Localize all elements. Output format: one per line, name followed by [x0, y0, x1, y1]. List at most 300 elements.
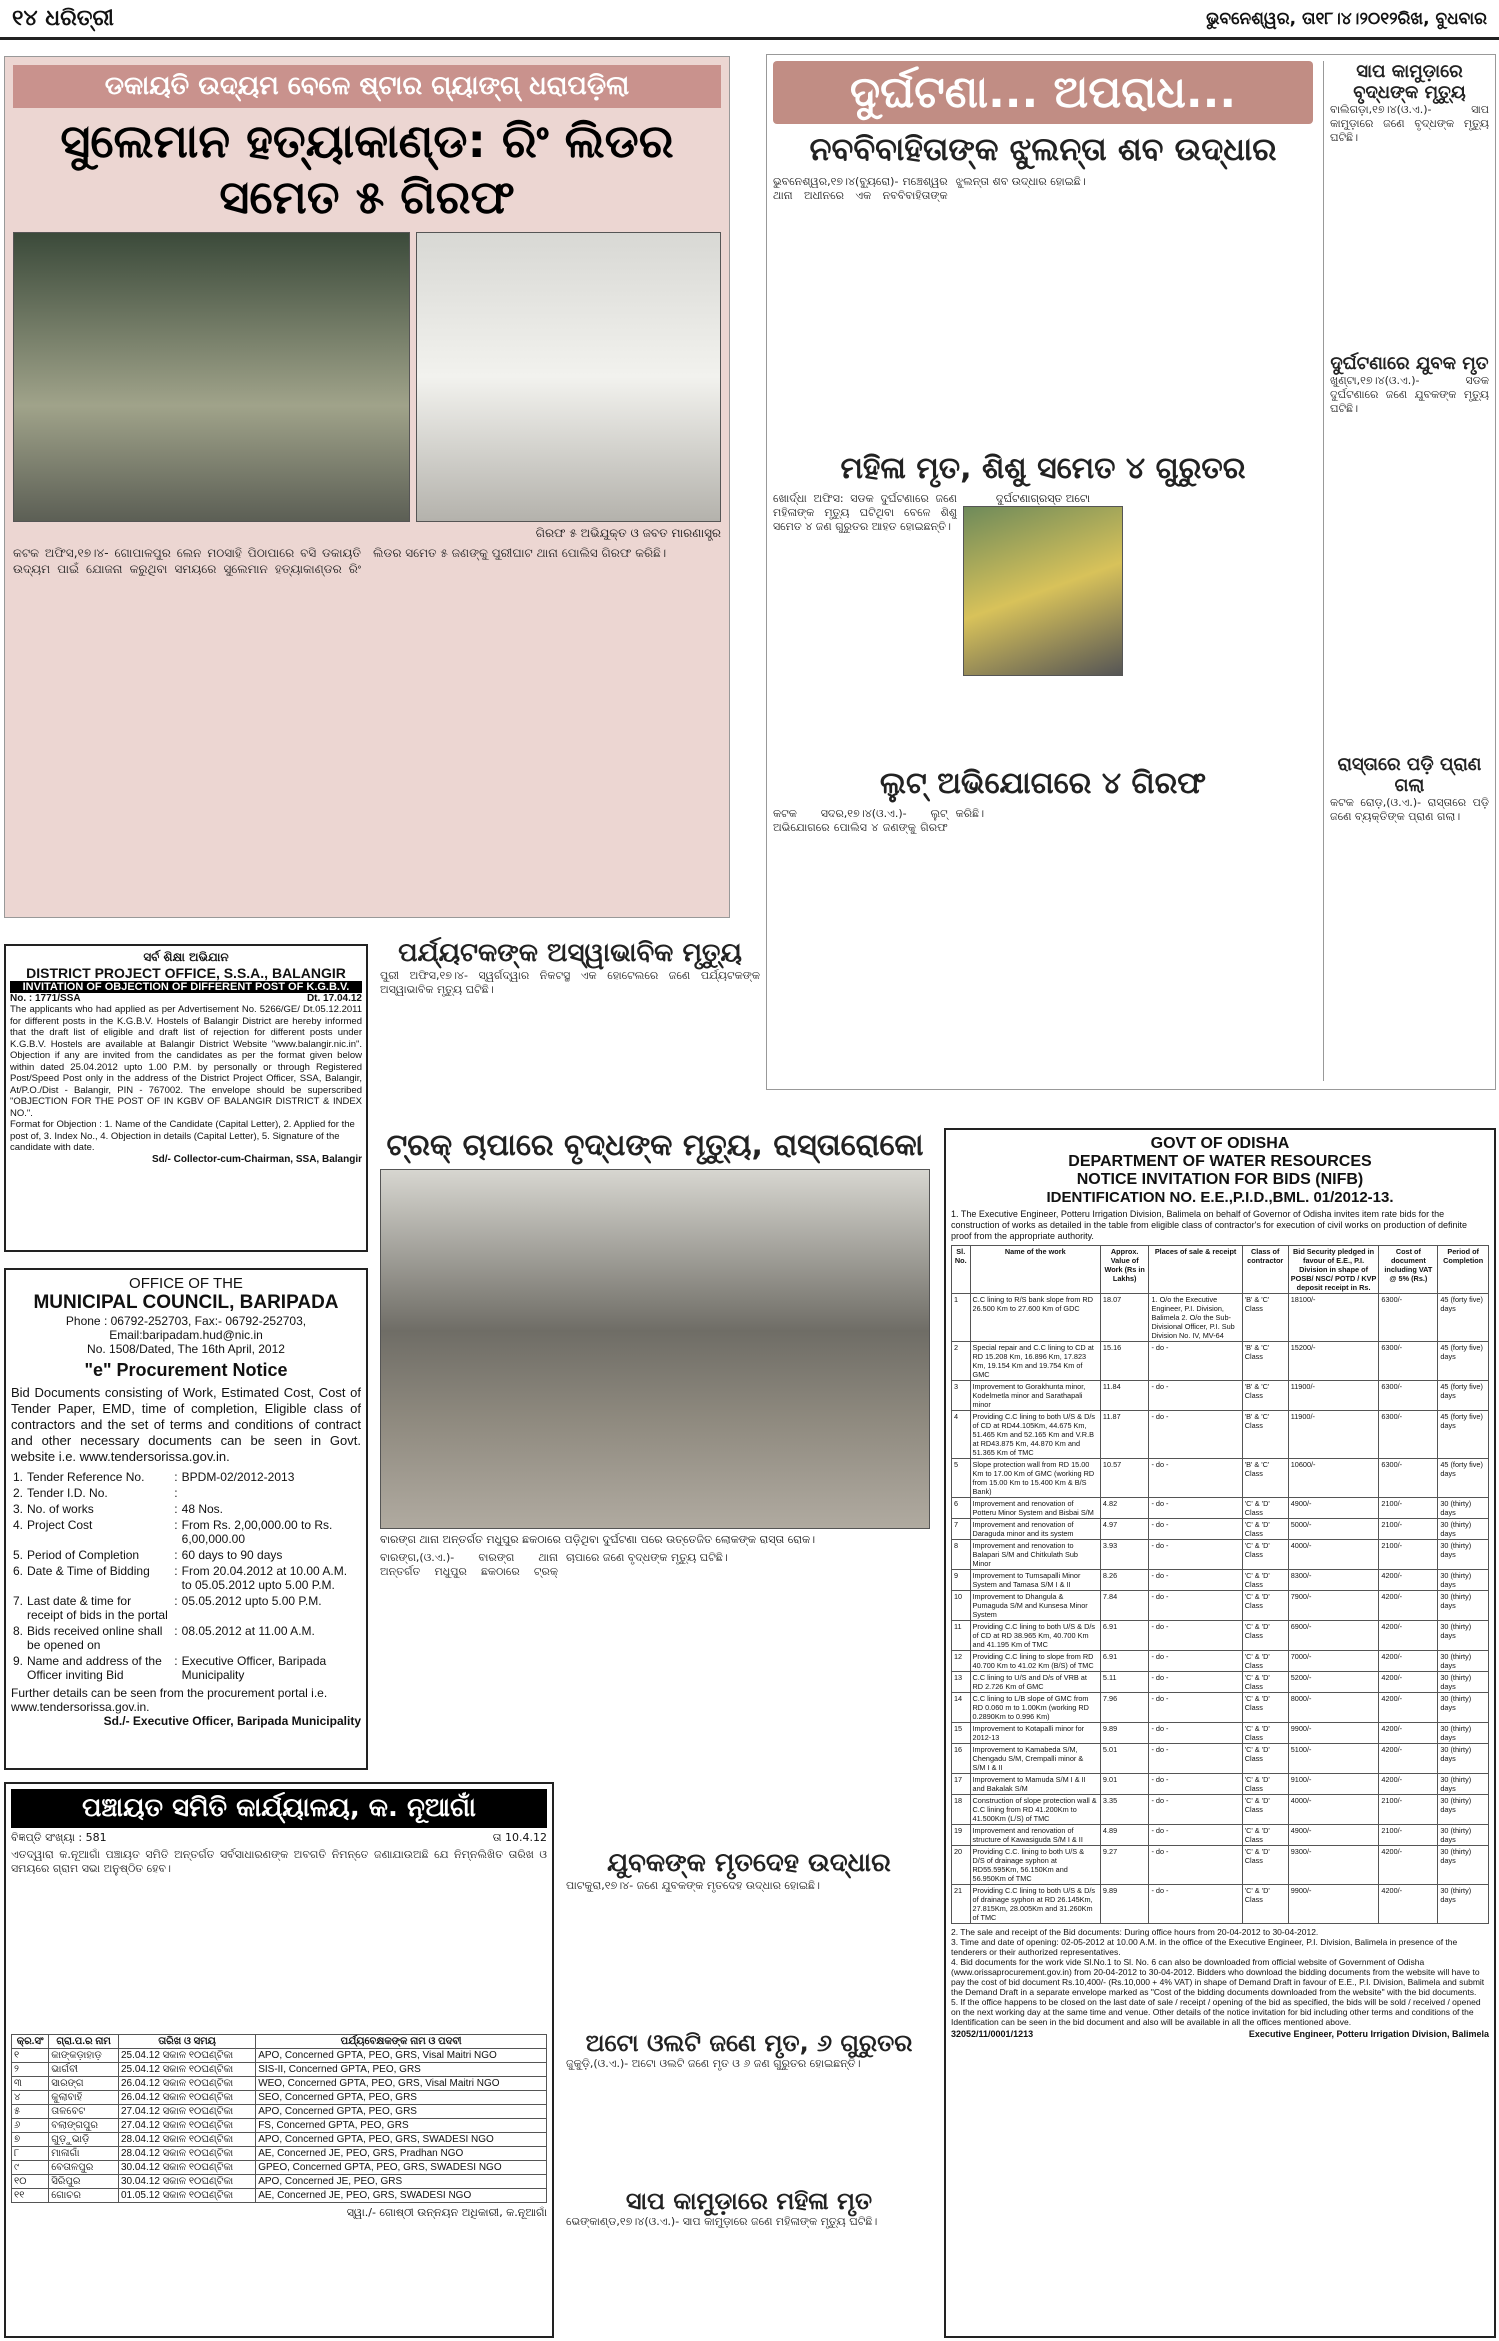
notice-title: MUNICIPAL COUNCIL, BARIPADA	[33, 1292, 339, 1313]
masthead	[0, 0, 1499, 40]
table-cell: 30 (thirty) days	[1438, 1621, 1489, 1651]
table-cell: 'C' & 'D' Class	[1242, 1498, 1288, 1519]
table-cell: ତାଳବେଟ	[49, 2105, 119, 2119]
table-cell: ଗୁଡ଼ୁଭାଡ଼ି	[49, 2133, 119, 2147]
table-cell: 'C' & 'D' Class	[1242, 1621, 1288, 1651]
table-cell: - do -	[1149, 1846, 1242, 1885]
objection-format: Format for Objection : 1. Name of the Candidate (Capital Letter), 2. Applied for the post of, 3. Index No., 4. Objection in details (Capital Letter), 5. Signature of the candidate with date.	[10, 1119, 355, 1153]
table-cell: 5000/-	[1288, 1519, 1379, 1540]
table-cell: 45 (forty five) days	[1438, 1459, 1489, 1498]
table-cell: 'B' & 'C' Class	[1242, 1459, 1288, 1498]
table-row	[12, 2105, 547, 2119]
table-cell: 30 (thirty) days	[1438, 1519, 1489, 1540]
ssa-logo: ସର୍ବ ଶିକ୍ଷା ଅଭିଯାନ	[143, 950, 229, 964]
table-cell: 30 (thirty) days	[1438, 1540, 1489, 1570]
table-cell: 'C' & 'D' Class	[1242, 1795, 1288, 1825]
table-cell: 8	[952, 1540, 971, 1570]
story-sulemān	[4, 56, 730, 918]
table-row	[952, 1846, 1489, 1885]
table-cell: SIS-II, Concerned GPTA, PEO, GRS	[256, 2063, 547, 2077]
side-headline: ରାସ୍ତାରେ ପଡ଼ି ପ୍ରାଣ ଗଲା	[1337, 754, 1482, 796]
govt: GOVT OF ODISHA	[1150, 1135, 1290, 1152]
note-item: 5. If the office happens to be closed on the last date of sale / receipt / opening of the bid as specified, the bids will be sold / received / opened on the next working day at the same time and venue. Other details of the notice invitation for bid including other terms and conditions of the Identification can be seen in the bid document and also will be available in all the offices mentioned above.	[951, 1997, 1481, 2027]
table-cell: 8.	[13, 1624, 24, 1638]
table-cell: 5.01	[1100, 1744, 1149, 1774]
notice-body: The applicants who had applied as per Advertisement No. 5266/GE/ Dt.05.12.2011 for different posts in the K.G.B.V. Hostels of Balangir District are hereby informed that the draft list of eligible and draft list of rejection for different posts under K.G.B.V. Hostels are available at Balangir District Website "www.balangir.nic.in". Objection if any are invited from the candidates as per the format given below within dated 25.04.2012 upto 1.00 P.M. by personally or through Registered Post/Speed Post only in the address of the District Project Officer, SSA, Balangir, At/P.O./Dist - Balangir, PIN - 767002. The envelope should be superscribed "OBJECTION FOR THE POST OF IN KGBV OF BALANGIR DISTRICT & INDEX NO.".	[10, 1004, 362, 1119]
table-row	[952, 1621, 1489, 1651]
headline: ସୁଲେମାନ ହତ୍ୟାକାଣ୍ଡ: ରିଂ ଲିଡର ସମେତ ୫ ଗିରଫ	[60, 114, 674, 224]
table-cell: 30 (thirty) days	[1438, 1672, 1489, 1693]
table-cell: Improvement to Kotapalli minor for 2012-13	[970, 1723, 1100, 1744]
table-row	[952, 1693, 1489, 1723]
table-cell: :	[174, 1654, 178, 1668]
table-cell: - do -	[1149, 1540, 1242, 1570]
table-cell: 28.04.12 ସକାଳ ୧୦ଘଣ୍ଟିକା	[118, 2133, 255, 2147]
table-cell: 'C' & 'D' Class	[1242, 1825, 1288, 1846]
table-cell: 7.84	[1100, 1591, 1149, 1621]
table-cell: 11	[952, 1621, 971, 1651]
table-cell: 25.04.12 ସକାଳ ୧୦ଘଣ୍ଟିକା	[118, 2049, 255, 2063]
table-row	[952, 1774, 1489, 1795]
table-cell: Providing C.C lining to both U/S & D/s of CD at RD44.105Km, 44.675 Km, 51.465 Km and 52.165 Km and V.R.B at RD43.875 Km, 44.870 Km and 51.365 Km of TMC	[970, 1411, 1100, 1459]
table-cell: C.C lining to U/S and D/s of VRB at RD 2.726 Km of GMC	[970, 1672, 1100, 1693]
table-cell: 1.	[13, 1470, 24, 1484]
headline: ଅଟୋ ଓଲଟି ଜଣେ ମୃତ, ୬ ଗୁରୁତର	[585, 2029, 913, 2057]
table-cell: Providing C.C lining to slope from RD 40.700 Km to 41.02 Km (B/S) of TMC	[970, 1651, 1100, 1672]
table-cell: Improvement to Mamuda S/M I & II and Bakalak S/M	[970, 1774, 1100, 1795]
table-cell: 'B' & 'C' Class	[1242, 1294, 1288, 1342]
table-cell: 1	[952, 1294, 971, 1342]
table-cell: 9.27	[1100, 1846, 1149, 1885]
table-cell: ୬	[12, 2119, 49, 2133]
table-row	[952, 1744, 1489, 1774]
seized-items-photo	[416, 232, 721, 522]
side-headline: ସାପ କାମୁଡ଼ାରେ ବୃଦ୍ଧଙ୍କ ମୃତ୍ୟୁ	[1353, 61, 1466, 103]
table-cell: 9300/-	[1288, 1846, 1379, 1885]
table-cell: 9.01	[1100, 1774, 1149, 1795]
table-cell: 6300/-	[1379, 1459, 1438, 1498]
table-cell: ସିରିପୁର	[49, 2175, 119, 2189]
table-cell: 2.	[13, 1486, 24, 1500]
table-cell: 26.04.12 ସକାଳ ୧୦ଘଣ୍ଟିକା	[118, 2091, 255, 2105]
note-item: 4. Bid documents for the work vide Sl.No.1 to Sl. No. 6 can also be downloaded from official website of Government of Odisha (www.orissaprocurement.gov.in) from 20-04-2012 to 30-04-2012. Bidders who download the bidding documents from the website will have to pay the cost of bid document Rs.10,400/- (Rs.10,000 + 4% VAT) in shape of Demand Draft in favour of E.E., P.I. Division, Balimela and submit the Demand Draft in a separate envelope marked as "Cost of the bidding documents downloaded from the website" with the bid documents.	[951, 1957, 1485, 1997]
signature: Sd/- Collector-cum-Chairman, SSA, Balangir	[151, 1153, 362, 1165]
table-cell: 12	[952, 1651, 971, 1672]
table-cell: Tender I.D. No.	[27, 1486, 108, 1500]
table-cell: 4.97	[1100, 1519, 1149, 1540]
table-cell: No. of works	[27, 1502, 94, 1516]
table-cell: 2100/-	[1379, 1498, 1438, 1519]
table-cell: - do -	[1149, 1411, 1242, 1459]
table-cell: 4000/-	[1288, 1795, 1379, 1825]
table-cell: :	[174, 1594, 178, 1608]
table-cell: AE, Concerned JE, PEO, GRS, Pradhan NGO	[256, 2147, 547, 2161]
table-cell: 3.93	[1100, 1540, 1149, 1570]
table-cell: From Rs. 2,00,000.00 to Rs. 6,00,000.00	[181, 1518, 333, 1546]
lower-stories	[566, 1848, 932, 2338]
table-cell: - do -	[1149, 1342, 1242, 1381]
table-row	[12, 2189, 547, 2203]
table-cell: 30 (thirty) days	[1438, 1846, 1489, 1885]
table-cell: 11900/-	[1288, 1381, 1379, 1411]
table-row	[11, 1653, 361, 1683]
table-cell: Improvement to Kamabeda S/M, Chengadu S/M, Crempalli minor & S/M I & II	[970, 1744, 1100, 1774]
table-cell: SEO, Concerned GPTA, PEO, GRS	[256, 2091, 547, 2105]
table-cell: 10600/-	[1288, 1459, 1379, 1498]
table-cell: ବଲାଙ୍ଗପୁର	[49, 2119, 119, 2133]
table-cell: 9.89	[1100, 1723, 1149, 1744]
table-cell: 15	[952, 1723, 971, 1744]
table-cell: ୫	[12, 2105, 49, 2119]
table-cell: Providing C.C. lining to both U/S & D/S of drainage syphon at RD55.595Km, 56.150Km and 56.950Km of TMC	[970, 1846, 1100, 1885]
table-cell: ମାଳାଗାଁ	[49, 2147, 119, 2161]
table-cell: Last date & time for receipt of bids in the portal	[27, 1594, 168, 1622]
signature: Sd./- Executive Officer, Baripada Municipality	[103, 1714, 361, 1728]
table-row	[952, 1885, 1489, 1924]
table-cell: 30 (thirty) days	[1438, 1591, 1489, 1621]
side-body: ଖୁଣ୍ଟା,୧୭।୪(ଓ.ଏ.)- ସଡକ ଦୁର୍ଘଟଣାରେ ଜଣେ ଯୁବକଙ୍କ ମୃତ୍ୟୁ ଘଟିଛି।	[1330, 374, 1489, 415]
table-cell: 30.04.12 ସକାଳ ୧୦ଘଣ୍ଟିକା	[118, 2175, 255, 2189]
table-cell: - do -	[1149, 1774, 1242, 1795]
column-header: Approx. Value of Work (Rs in Lakhs)	[1100, 1246, 1149, 1294]
page-number: ୧୪ ଧରିତ୍ରୀ	[12, 6, 114, 31]
table-row	[11, 1517, 361, 1547]
table-cell: - do -	[1149, 1591, 1242, 1621]
table-cell: 4900/-	[1288, 1498, 1379, 1519]
notice-date: Dt. 17.04.12	[306, 993, 362, 1004]
headline: ମହିଳା ମୃତ, ଶିଶୁ ସମେତ ୪ ଗୁରୁତର	[840, 451, 1246, 486]
crime-section	[766, 54, 1496, 1090]
table-row	[12, 2049, 547, 2063]
table-cell: 5.	[13, 1548, 24, 1562]
table-row	[952, 1570, 1489, 1591]
table-cell: 'C' & 'D' Class	[1242, 1570, 1288, 1591]
table-cell: 25.04.12 ସକାଳ ୧୦ଘଣ୍ଟିକା	[118, 2063, 255, 2077]
table-row	[12, 2119, 547, 2133]
table-cell: 18100/-	[1288, 1294, 1379, 1342]
table-cell: :	[174, 1548, 178, 1562]
story-body: ପୁରୀ ଅଫିସ,୧୭।୪- ସ୍ୱର୍ଗଦ୍ୱାର ନିକଟସ୍ଥ ଏକ ହୋଟେଲରେ ଜଣେ ପର୍ଯ୍ୟଟକଙ୍କ ଅସ୍ୱାଭାବିକ ମୃତ୍ୟୁ ଘଟିଛି।	[380, 969, 760, 996]
story-body: ଭୁବନେଶ୍ୱର,୧୭।୪(ବ୍ୟୁରୋ)- ମଞ୍ଚେଶ୍ୱର ଥାନା ଅଧୀନରେ ଏକ ନବବିବାହିତାଙ୍କ ଝୁଲନ୍ତା ଶବ ଉଦ୍ଧାର ହୋଇଛି।	[773, 175, 1086, 202]
table-cell: 9900/-	[1288, 1723, 1379, 1744]
table-cell: 6900/-	[1288, 1621, 1379, 1651]
table-cell: - do -	[1149, 1672, 1242, 1693]
table-cell: 5200/-	[1288, 1672, 1379, 1693]
side-body: କଟକ ରୋଡ଼,(ଓ.ଏ.)- ରାସ୍ତାରେ ପଡ଼ି ଜଣେ ବ୍ୟକ୍ତିଙ୍କ ପ୍ରାଣ ଗଲା।	[1330, 796, 1489, 823]
table-cell: 'C' & 'D' Class	[1242, 1846, 1288, 1885]
table-cell: Improvement and renovation of structure of Kawasiguda S/M I & II	[970, 1825, 1100, 1846]
table-cell: 21	[952, 1885, 971, 1924]
table-cell: 5	[952, 1459, 971, 1498]
table-cell: 9.	[13, 1654, 24, 1668]
road-block-photo	[380, 1169, 930, 1529]
table-cell: 6300/-	[1379, 1294, 1438, 1342]
table-cell: 10.57	[1100, 1459, 1149, 1498]
table-cell: 7	[952, 1519, 971, 1540]
table-cell: 4200/-	[1379, 1744, 1438, 1774]
table-cell: 6.91	[1100, 1651, 1149, 1672]
table-cell: 6300/-	[1379, 1381, 1438, 1411]
table-cell: 30 (thirty) days	[1438, 1744, 1489, 1774]
table-row	[952, 1294, 1489, 1342]
table-cell: 4.82	[1100, 1498, 1149, 1519]
table-cell: 8.26	[1100, 1570, 1149, 1591]
table-cell: :	[174, 1518, 178, 1532]
photo-caption: ବାରଙ୍ଗ ଥାନା ଅନ୍ତର୍ଗତ ମଧୁପୁର ଛକଠାରେ ପଡ଼ିଥିବା ଦୁର୍ଘଟଣା ପରେ ଉତ୍ତେଜିତ ଲୋକଙ୍କ ରାସ୍ତା ରୋକ।	[380, 1533, 816, 1546]
table-cell: Slope protection wall from RD 15.00 Km to 17.00 Km of GMC (working RD from 15.00 Km to 15.400 Km & B/S Bank)	[970, 1459, 1100, 1498]
table-cell: 11900/-	[1288, 1411, 1379, 1459]
table-cell: 3.	[13, 1502, 24, 1516]
table-cell: 15.16	[1100, 1342, 1149, 1381]
photo-caption: ଗିରଫ ୫ ଅଭିଯୁକ୍ତ ଓ ଜବତ ମାରଣାସ୍ତ୍ର	[535, 526, 721, 540]
table-cell: 19	[952, 1825, 971, 1846]
table-cell: 'C' & 'D' Class	[1242, 1723, 1288, 1744]
table-cell: C.C lining to R/S bank slope from RD 26.500 Km to 27.600 Km of GDC	[970, 1294, 1100, 1342]
table-cell: 'C' & 'D' Class	[1242, 1744, 1288, 1774]
story-body: ପାଟକୁରା,୧୭।୪- ଜଣେ ଯୁବକଙ୍କ ମୃତଦେହ ଉଦ୍ଧାର ହୋଇଛି।	[566, 1879, 820, 1892]
table-cell: From 20.04.2012 at 10.00 A.M. to 05.05.2012 upto 5.00 P.M.	[181, 1564, 348, 1592]
story-body: ଜୁକୁଡ଼ି,(ଓ.ଏ.)- ଅଟୋ ଓଲଟି ଜଣେ ମୃତ ଓ ୬ ଜଣ ଗୁରୁତର ହୋଇଛନ୍ତି।	[566, 2057, 861, 2070]
table-cell: 30 (thirty) days	[1438, 1651, 1489, 1672]
tourist-death-story	[380, 938, 760, 1138]
table-row	[952, 1672, 1489, 1693]
column-header: Period of Completion	[1438, 1246, 1489, 1294]
table-cell: 30 (thirty) days	[1438, 1570, 1489, 1591]
table-cell: - do -	[1149, 1519, 1242, 1540]
table-cell: 4200/-	[1379, 1672, 1438, 1693]
notice-subtitle: INVITATION OF OBJECTION OF DIFFERENT POST OF K.G.B.V.	[10, 981, 362, 993]
headline: ଟ୍ରକ୍ ଚାପାରେ ବୃଦ୍ଧଙ୍କ ମୃତ୍ୟୁ, ରାସ୍ତାରୋକୋ	[386, 1128, 924, 1163]
table-cell: 9900/-	[1288, 1885, 1379, 1924]
table-cell: - do -	[1149, 1693, 1242, 1723]
table-cell: Tender Reference No.	[27, 1470, 145, 1484]
table-row	[952, 1651, 1489, 1672]
table-cell: କୁଲାବାହି	[49, 2091, 119, 2105]
table-cell: Providing C.C lining to both U/S & D/s of CD at RD 38.965 Km, 40.700 Km and 41.195 Km of TMC	[970, 1621, 1100, 1651]
table-cell: 30 (thirty) days	[1438, 1885, 1489, 1924]
notice-date: ତା 10.4.12	[492, 1831, 547, 1844]
table-cell: C.C lining to L/B slope of GMC from RD 0.060 m to 1.00Km (working RD 0.2890Km to 0.996 Km)	[970, 1693, 1100, 1723]
dept: DEPARTMENT OF WATER RESOURCES	[1068, 1153, 1372, 1170]
table-row	[12, 2091, 547, 2105]
table-row	[952, 1342, 1489, 1381]
table-cell: 3.35	[1100, 1795, 1149, 1825]
table-cell: 60 days to 90 days	[181, 1548, 283, 1562]
table-row	[952, 1498, 1489, 1519]
table-cell: - do -	[1149, 1825, 1242, 1846]
table-cell: APO, Concerned GPTA, PEO, GRS, SWADESI NGO	[256, 2133, 547, 2147]
table-cell: 7.96	[1100, 1693, 1149, 1723]
table-cell: 18	[952, 1795, 971, 1825]
table-cell: 20	[952, 1846, 971, 1885]
table-cell: ୧୧	[12, 2189, 49, 2203]
table-cell: 6300/-	[1379, 1342, 1438, 1381]
table-cell: ଭାର୍ଗବୀ	[49, 2063, 119, 2077]
table-row	[952, 1459, 1489, 1498]
table-cell: - do -	[1149, 1381, 1242, 1411]
table-cell: BPDM-02/2012-2013	[181, 1470, 295, 1484]
works-table	[951, 1245, 1489, 1924]
table-cell: ୧୦	[12, 2175, 49, 2189]
table-row	[952, 1519, 1489, 1540]
table-row	[11, 1501, 361, 1517]
table-cell: FS, Concerned GPTA, PEO, GRS	[256, 2119, 547, 2133]
table-cell: Improvement and renovation of Daraguda minor and its system	[970, 1519, 1100, 1540]
table-cell: 7000/-	[1288, 1651, 1379, 1672]
story-body: ଭେଙ୍କାଣ୍ଡ,୧୭।୪(ଓ.ଏ.)- ସାପ କାମୁଡ଼ାରେ ଜଣେ ମହିଳାଙ୍କ ମୃତ୍ୟୁ ଘଟିଛି।	[566, 2215, 878, 2228]
kicker: ଡକାୟତି ଉଦ୍ୟମ ବେଳେ ଷ୍ଟାର ଗ୍ୟାଙ୍ଗ୍ ଧରାପଡ଼ିଲା	[13, 65, 721, 108]
table-cell: 2100/-	[1379, 1825, 1438, 1846]
table-cell: - do -	[1149, 1795, 1242, 1825]
column-header: ଗ୍ରା.ପ.ର ନାମ	[49, 2035, 119, 2049]
table-cell: :	[174, 1502, 178, 1516]
notice-no: No. : 1771/SSA	[10, 993, 81, 1004]
table-cell: APO, Concerned GPTA, PEO, GRS, Visal Maitri NGO	[256, 2049, 547, 2063]
table-cell: 30 (thirty) days	[1438, 1795, 1489, 1825]
table-cell: 4200/-	[1379, 1774, 1438, 1795]
table-cell: 08.05.2012 at 11.00 A.M.	[181, 1624, 315, 1638]
table-cell: ବେତାଳପୁର	[49, 2161, 119, 2175]
table-cell: Improvement to Gorakhunta minor, Kodelmetla minor and Sarathapali minor	[970, 1381, 1100, 1411]
auto-photo	[963, 506, 1123, 676]
section-banner: ଦୁର୍ଘଟଣା... ଅପରାଧ...	[773, 61, 1313, 124]
table-row	[11, 1547, 361, 1563]
dateline: ଭୁବନେଶ୍ୱର, ତା୧୮।୪।୨୦୧୨ରିଖ, ବୁଧବାର	[1206, 8, 1487, 29]
table-cell: :	[174, 1470, 178, 1484]
column-header: ପର୍ଯ୍ୟବେକ୍ଷକଙ୍କ ନାମ ଓ ପଦବୀ	[256, 2035, 547, 2049]
office: OFFICE OF THE	[129, 1275, 243, 1292]
table-cell: 'B' & 'C' Class	[1242, 1381, 1288, 1411]
table-cell: Project Cost	[27, 1518, 93, 1532]
column-header: Name of the work	[970, 1246, 1100, 1294]
table-cell: - do -	[1149, 1459, 1242, 1498]
table-row	[11, 1469, 361, 1485]
table-cell	[180, 1485, 361, 1501]
table-cell: WEO, Concerned GPTA, PEO, GRS, Visal Maitri NGO	[256, 2077, 547, 2091]
table-cell: - do -	[1149, 1651, 1242, 1672]
headline: ଯୁବକଙ୍କ ମୃତଦେହ ଉଦ୍ଧାର	[607, 1848, 891, 1878]
photo-caption: ଦୁର୍ଘଟଣାଗ୍ରସ୍ତ ଅଟୋ	[995, 492, 1091, 505]
table-cell: - do -	[1149, 1570, 1242, 1591]
table-cell: 48 Nos.	[181, 1502, 223, 1516]
side-body: ବାଲିଗଡ଼ା,୧୭।୪(ଓ.ଏ.)- ସାପ କାମୁଡ଼ାରେ ଜଣେ ବୃଦ୍ଧଙ୍କ ମୃତ୍ୟୁ ଘଟିଛି।	[1330, 103, 1489, 144]
table-cell: :	[174, 1486, 178, 1500]
notice-title: ପଞ୍ଚାୟତ ସମିତି କାର୍ଯ୍ୟାଳୟ, କ. ନୂଆଗାଁ	[11, 1789, 547, 1828]
side-column	[1323, 61, 1489, 1081]
table-row	[952, 1795, 1489, 1825]
ref-no: No. 1508/Dated, The 16th April, 2012	[87, 1342, 285, 1356]
table-cell: 11.84	[1100, 1381, 1149, 1411]
table-row	[12, 2175, 547, 2189]
email: Email:baripadam.hud@nic.in	[109, 1328, 263, 1342]
table-cell: 4200/-	[1379, 1846, 1438, 1885]
table-cell: 'C' & 'D' Class	[1242, 1651, 1288, 1672]
table-cell: 2100/-	[1379, 1519, 1438, 1540]
table-cell: 4200/-	[1379, 1621, 1438, 1651]
story-body: ଖୋର୍ଦ୍ଧା ଅଫିସ: ସଡକ ଦୁର୍ଘଟଣାରେ ଜଣେ ମହିଳାଙ୍କ ମୃତ୍ୟୁ ଘଟିଥିବା ବେଳେ ଶିଶୁ ସମେତ ୪ ଜଣ ଗୁରୁତର ଆହତ ହୋଇଛନ୍ତି।	[773, 492, 957, 533]
table-cell: 30 (thirty) days	[1438, 1498, 1489, 1519]
table-row	[12, 2161, 547, 2175]
table-row	[952, 1381, 1489, 1411]
notice-title: NOTICE INVITATION FOR BIDS (NIFB)	[1076, 1171, 1364, 1188]
table-cell: 6300/-	[1379, 1411, 1438, 1459]
table-row	[12, 2133, 547, 2147]
ref: 32052/11/0001/1213	[951, 2029, 1034, 2039]
column-header: Sl. No.	[952, 1246, 971, 1294]
table-cell: 4000/-	[1288, 1540, 1379, 1570]
table-cell: - do -	[1149, 1621, 1242, 1651]
column-header: ତାରିଖ ଓ ସମୟ	[118, 2035, 255, 2049]
identification: IDENTIFICATION NO. E.E.,P.I.D.,BML. 01/2012-13.	[1046, 1189, 1394, 1206]
table-cell: ୧	[12, 2049, 49, 2063]
table-cell: 11.87	[1100, 1411, 1149, 1459]
gram-sabha-table	[11, 2034, 547, 2203]
table-cell: 30 (thirty) days	[1438, 1825, 1489, 1846]
ssa-notice	[4, 944, 368, 1252]
table-cell: 'C' & 'D' Class	[1242, 1519, 1288, 1540]
table-cell: 8000/-	[1288, 1693, 1379, 1723]
table-row	[952, 1723, 1489, 1744]
table-cell: ୯	[12, 2161, 49, 2175]
further: Further details can be seen from the procurement portal i.e. www.tendersorissa.gov.in.	[11, 1686, 328, 1714]
accused-photo	[13, 232, 410, 522]
table-cell: 13	[952, 1672, 971, 1693]
table-cell: 2100/-	[1379, 1540, 1438, 1570]
table-cell: 27.04.12 ସକାଳ ୧୦ଘଣ୍ଟିକା	[118, 2119, 255, 2133]
table-cell: 4200/-	[1379, 1723, 1438, 1744]
table-cell: 1. O/o the Executive Engineer, P.I. Division, Balimela 2. O/o the Sub-Divisional Officer, P.I. Sub Division No. IV, MV-64	[1149, 1294, 1242, 1342]
table-cell: 4200/-	[1379, 1591, 1438, 1621]
table-cell: 17	[952, 1774, 971, 1795]
table-cell: 26.04.12 ସକାଳ ୧୦ଘଣ୍ଟିକା	[118, 2077, 255, 2091]
table-cell: 4.89	[1100, 1825, 1149, 1846]
notice-no: ବିଜ୍ଞପ୍ତି ସଂଖ୍ୟା : 581	[11, 1831, 107, 1844]
table-cell: 4200/-	[1379, 1570, 1438, 1591]
note-item: 2. The sale and receipt of the Bid documents: During office hours from 20-04-2012 to 30-04-2012.	[951, 1927, 1319, 1937]
table-cell: 30 (thirty) days	[1438, 1774, 1489, 1795]
table-row	[11, 1623, 361, 1653]
table-cell: 'C' & 'D' Class	[1242, 1693, 1288, 1723]
table-row	[12, 2063, 547, 2077]
table-row	[952, 1411, 1489, 1459]
table-cell: 14	[952, 1693, 971, 1723]
table-cell: 6	[952, 1498, 971, 1519]
table-cell: Date & Time of Bidding	[27, 1564, 150, 1578]
table-cell: 4	[952, 1411, 971, 1459]
column-header: Cost of document including VAT @ 5% (Rs.)	[1379, 1246, 1438, 1294]
table-cell: 30 (thirty) days	[1438, 1693, 1489, 1723]
headline: ସାପ କାମୁଡ଼ାରେ ମହିଳା ମୃତ	[625, 2187, 873, 2215]
table-row	[11, 1485, 361, 1501]
table-cell: ୩	[12, 2077, 49, 2091]
table-cell: 3	[952, 1381, 971, 1411]
table-cell: - do -	[1149, 1885, 1242, 1924]
table-cell: 05.05.2012 upto 5.00 P.M.	[181, 1594, 322, 1608]
side-headline: ଦୁର୍ଘଟଣାରେ ଯୁବକ ମୃତ	[1330, 353, 1489, 374]
table-cell: 9.89	[1100, 1885, 1149, 1924]
table-cell: 7900/-	[1288, 1591, 1379, 1621]
table-cell: 'C' & 'D' Class	[1242, 1540, 1288, 1570]
table-cell: 'C' & 'D' Class	[1242, 1774, 1288, 1795]
table-cell: 27.04.12 ସକାଳ ୧୦ଘଣ୍ଟିକା	[118, 2105, 255, 2119]
table-cell: Name and address of the Officer inviting Bid	[27, 1654, 162, 1682]
table-row	[11, 1563, 361, 1593]
table-cell: Special repair and C.C lining to CD at RD 15.208 Km, 16.896 Km, 17.823 Km, 19.154 Km and 19.754 Km of GMC	[970, 1342, 1100, 1381]
table-row	[12, 2147, 547, 2161]
tender-details	[11, 1469, 361, 1683]
table-cell: 8300/-	[1288, 1570, 1379, 1591]
table-cell: 01.05.12 ସକାଳ ୧୦ଘଣ୍ଟିକା	[118, 2189, 255, 2203]
